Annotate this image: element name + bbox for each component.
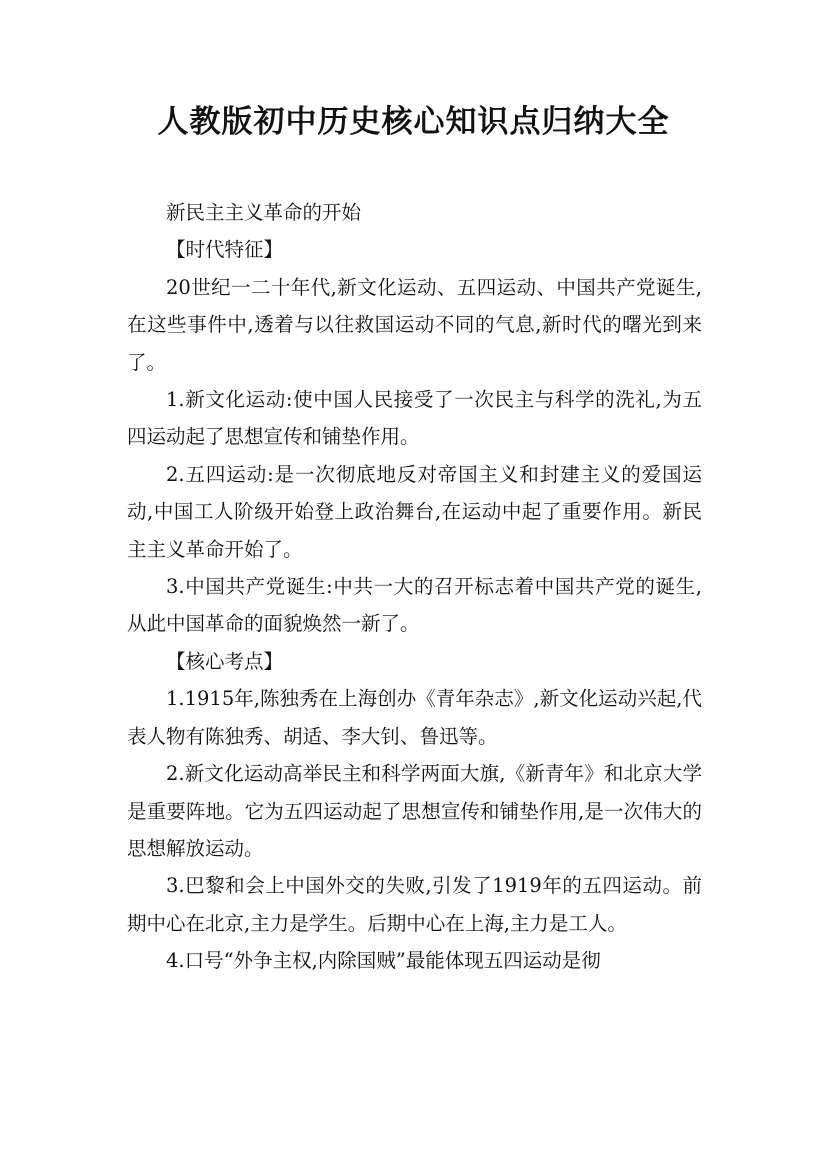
body-paragraph: 3.中国共产党诞生:中共一大的召开标志着中国共产党的诞生,从此中国革命的面貌焕然一新了。 xyxy=(127,575,702,636)
subsection-label: 【核心考点】 xyxy=(166,649,284,673)
body-paragraph: 1.新文化运动:使中国人民接受了一次民主与科学的洗礼,为五四运动起了思想宣传和铺垫作用。 xyxy=(127,388,702,449)
body-paragraph: 3.巴黎和会上中国外交的失败,引发了1919年的五四运动。前期中心在北京,主力是学生。后期中心在上海,主力是工人。 xyxy=(127,874,702,935)
document-title: 人教版初中历史核心知识点归纳大全 xyxy=(157,104,670,140)
body-paragraph: 2.五四运动:是一次彻底地反对帝国主义和封建主义的爱国运动,中国工人阶级开始登上政治舞台,在运动中起了重要作用。新民主主义革命开始了。 xyxy=(127,462,702,561)
body-paragraph: 1.1915年,陈独秀在上海创办《青年杂志》,新文化运动兴起,代表人物有陈独秀、胡适、李大钊、鲁迅等。 xyxy=(127,687,702,748)
body-paragraph: 4.口号“外争主权,内除国贼”最能体现五四运动是彻 xyxy=(166,949,601,973)
section-heading: 新民主主义革命的开始 xyxy=(166,201,362,224)
subsection-label: 【时代特征】 xyxy=(166,238,284,262)
body-paragraph: 20世纪一二十年代,新文化运动、五四运动、中国共产党诞生,在这些事件中,透着与以往救国运动不同的气息,新时代的曙光到来了。 xyxy=(127,275,702,374)
body-paragraph: 2.新文化运动高举民主和科学两面大旗,《新青年》和北京大学是重要阵地。它为五四运动起了思想宣传和铺垫作用,是一次伟大的思想解放运动。 xyxy=(127,762,702,860)
document-body xyxy=(127,194,702,980)
